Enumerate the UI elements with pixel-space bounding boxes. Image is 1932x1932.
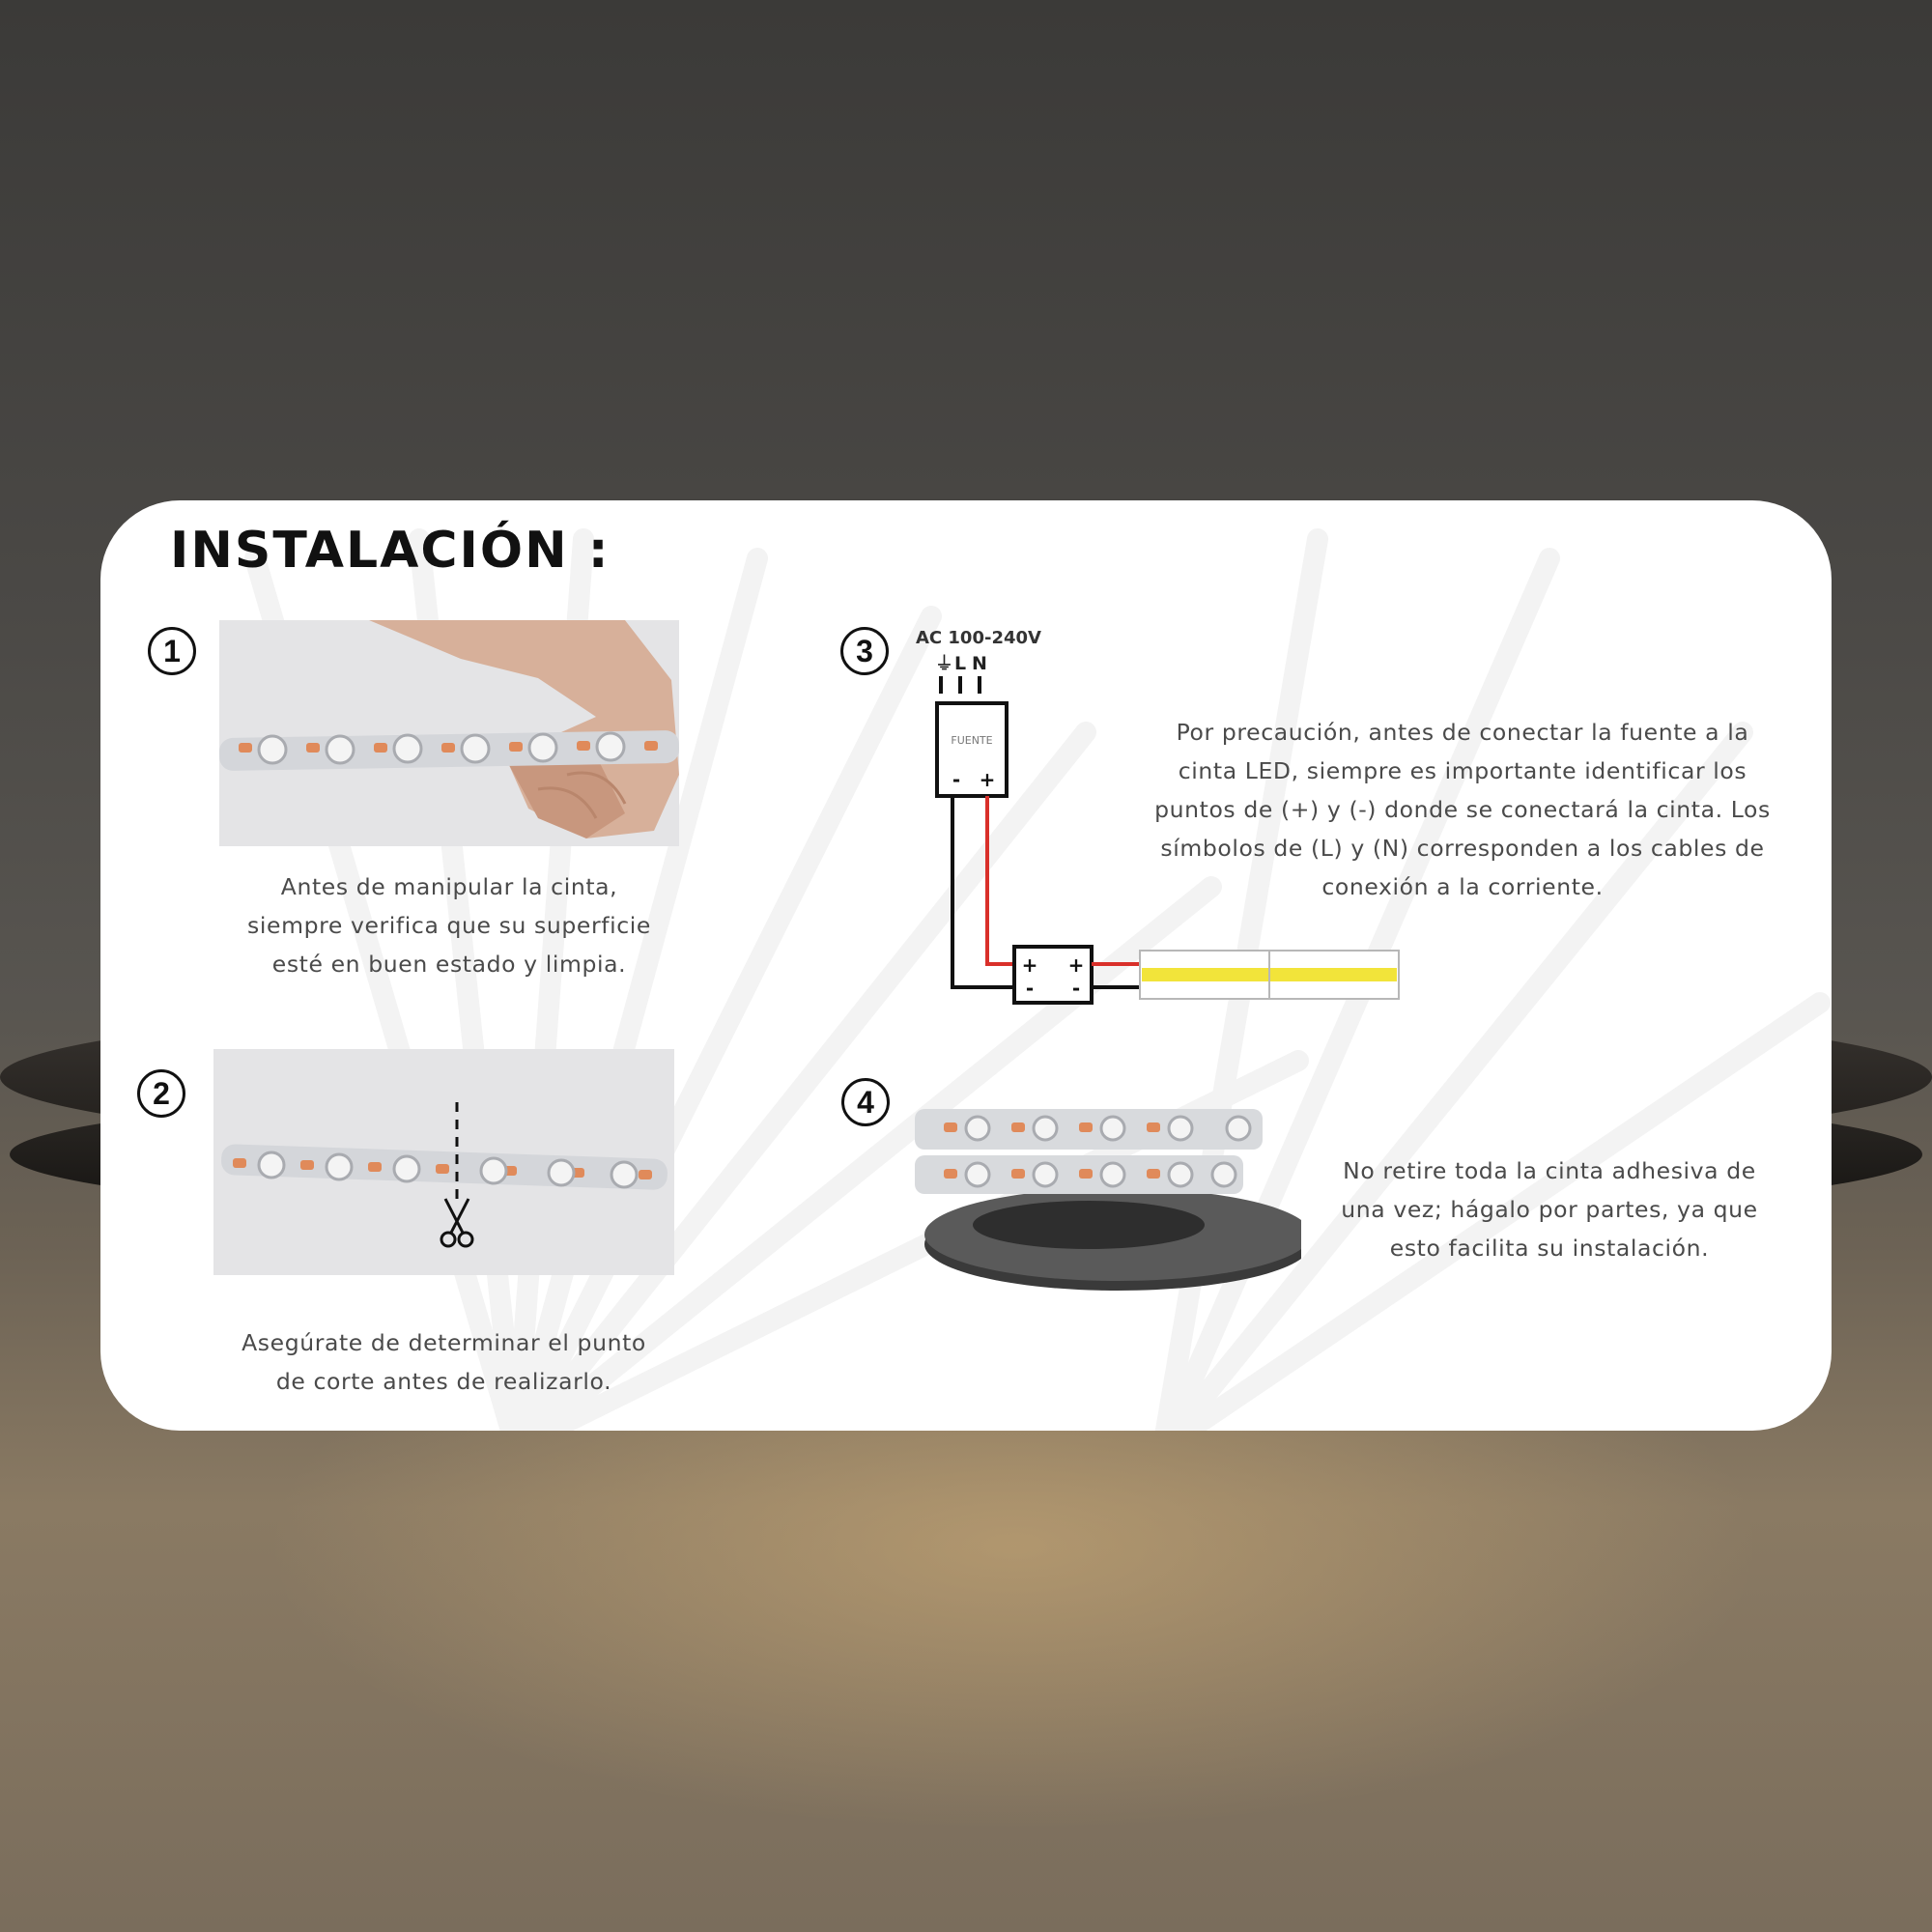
hand-holding-strip-image: [219, 620, 679, 846]
ground-icon: ⏚: [935, 653, 954, 674]
step-4-number: 4: [841, 1078, 890, 1126]
supply-plus-label: +: [979, 768, 996, 791]
positive-wire: [987, 796, 1014, 964]
step-3-number: 3: [840, 627, 889, 675]
connector-plus-left-label: +: [1021, 953, 1038, 977]
step-1-caption-line-3: esté en buen estado y limpia.: [271, 951, 627, 978]
step-1-photo: [219, 620, 679, 846]
step-2-caption: [213, 1323, 674, 1401]
scissors-icon: [441, 1199, 472, 1246]
connector-minus-right-label: -: [1071, 977, 1081, 1000]
line-label: L: [954, 653, 967, 674]
step-4-photo: [915, 1109, 1301, 1293]
power-supply-box: [937, 703, 1007, 796]
supply-minus-label: -: [952, 768, 961, 791]
step-3-caption-line-5: conexión a la corriente.: [1321, 873, 1604, 900]
connector-plus-right-label: +: [1067, 953, 1085, 977]
step-4-caption-line-2: una vez; hágalo por partes, ya que: [1341, 1196, 1758, 1223]
step-1-caption-line-1: Antes de manipular la cinta,: [280, 873, 618, 900]
step-3-caption-line-1: Por precaución, antes de conectar la fuente a la: [1176, 719, 1749, 746]
step-4-caption-line-1: No retire toda la cinta adhesiva de: [1343, 1157, 1756, 1184]
step-2-photo: [213, 1049, 674, 1275]
negative-wire: [952, 796, 1014, 987]
power-supply-label: FUENTE: [951, 734, 993, 747]
page-title: INSTALACIÓN :: [170, 522, 611, 580]
cutting-point-image: [213, 1049, 674, 1275]
step-1-number: 1: [148, 627, 196, 675]
step-2-caption-line-2: de corte antes de realizarlo.: [275, 1368, 612, 1395]
step-4-caption: [1318, 1151, 1781, 1267]
step-4-caption-line-3: esto facilita su instalación.: [1389, 1235, 1710, 1262]
installation-card: [100, 500, 1832, 1431]
step-3-caption-line-4: símbolos de (L) y (N) corresponden a los cables de: [1160, 835, 1765, 862]
step-2-caption-line-1: Asegúrate de determinar el punto: [242, 1329, 646, 1356]
led-strip-graphic: [1140, 951, 1399, 999]
led-reel-image: [915, 1109, 1301, 1293]
neutral-label: N: [972, 653, 987, 674]
step-3-caption-line-2: cinta LED, siempre es importante identificar los: [1178, 757, 1747, 784]
step-1-caption-line-2: siempre verifica que su superficie: [247, 912, 651, 939]
connector-minus-left-label: -: [1025, 977, 1035, 1000]
voltage-label: AC 100-240V: [916, 628, 1041, 648]
step-1-caption: [219, 867, 679, 983]
step-3-caption: [1124, 713, 1801, 906]
step-2-number: 2: [137, 1069, 185, 1118]
step-3-caption-line-3: puntos de (+) y (-) donde se conectará la cinta. Los: [1154, 796, 1771, 823]
